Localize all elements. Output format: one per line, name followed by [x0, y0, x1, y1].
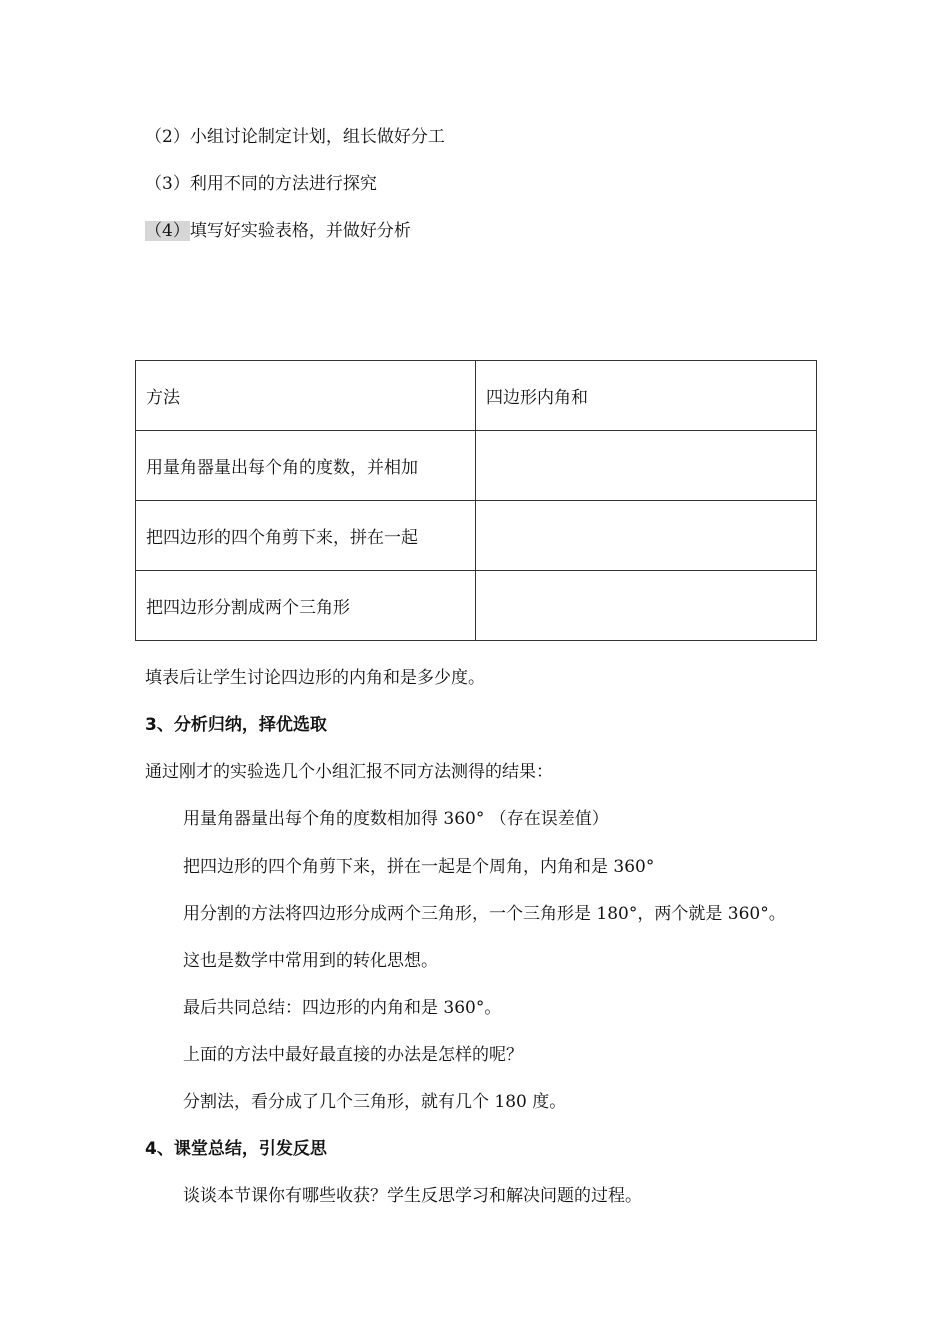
step-4-number: （4） — [145, 221, 190, 241]
result-item: 分割法，看分成了几个三角形，就有几个 180 度。 — [183, 1092, 567, 1112]
result-item: 用分割的方法将四边形分成两个三角形，一个三角形是 180°，两个就是 360°。 — [183, 904, 786, 924]
table-header-row — [136, 361, 817, 431]
after-table-text: 填表后让学生讨论四边形的内角和是多少度。 — [145, 668, 485, 688]
step-2: （2）小组讨论制定计划，组长做好分工 — [145, 127, 445, 147]
step-4 — [145, 220, 411, 242]
result-cell — [476, 571, 817, 641]
result-item: 这也是数学中常用到的转化思想。 — [183, 951, 438, 971]
section-3-heading: 3、分析归纳，择优选取 — [145, 715, 327, 735]
methods-table — [135, 360, 817, 641]
result-item: 上面的方法中最好最直接的办法是怎样的呢？ — [183, 1045, 523, 1065]
step-4-text: 填写好实验表格，并做好分析 — [189, 221, 411, 241]
header-method: 方法 — [136, 361, 476, 431]
section-4-heading: 4、课堂总结，引发反思 — [145, 1139, 327, 1159]
method-cell: 把四边形分割成两个三角形 — [136, 571, 476, 641]
method-cell: 用量角器量出每个角的度数，并相加 — [136, 431, 476, 501]
section-4-text: 谈谈本节课你有哪些收获？学生反思学习和解决问题的过程。 — [183, 1186, 642, 1206]
table-row — [136, 431, 817, 501]
method-cell: 把四边形的四个角剪下来，拼在一起 — [136, 501, 476, 571]
table-row — [136, 571, 817, 641]
result-item: 用量角器量出每个角的度数相加得 360° （存在误差值） — [183, 809, 609, 829]
header-angle-sum: 四边形内角和 — [476, 361, 817, 431]
table-row — [136, 501, 817, 571]
step-3: （3）利用不同的方法进行探究 — [145, 174, 377, 194]
result-cell — [476, 431, 817, 501]
result-item: 把四边形的四个角剪下来，拼在一起是个周角，内角和是 360° — [183, 857, 655, 877]
section-3-intro: 通过刚才的实验选几个小组汇报不同方法测得的结果： — [145, 762, 553, 782]
result-cell — [476, 501, 817, 571]
result-item: 最后共同总结：四边形的内角和是 360°。 — [183, 998, 502, 1018]
